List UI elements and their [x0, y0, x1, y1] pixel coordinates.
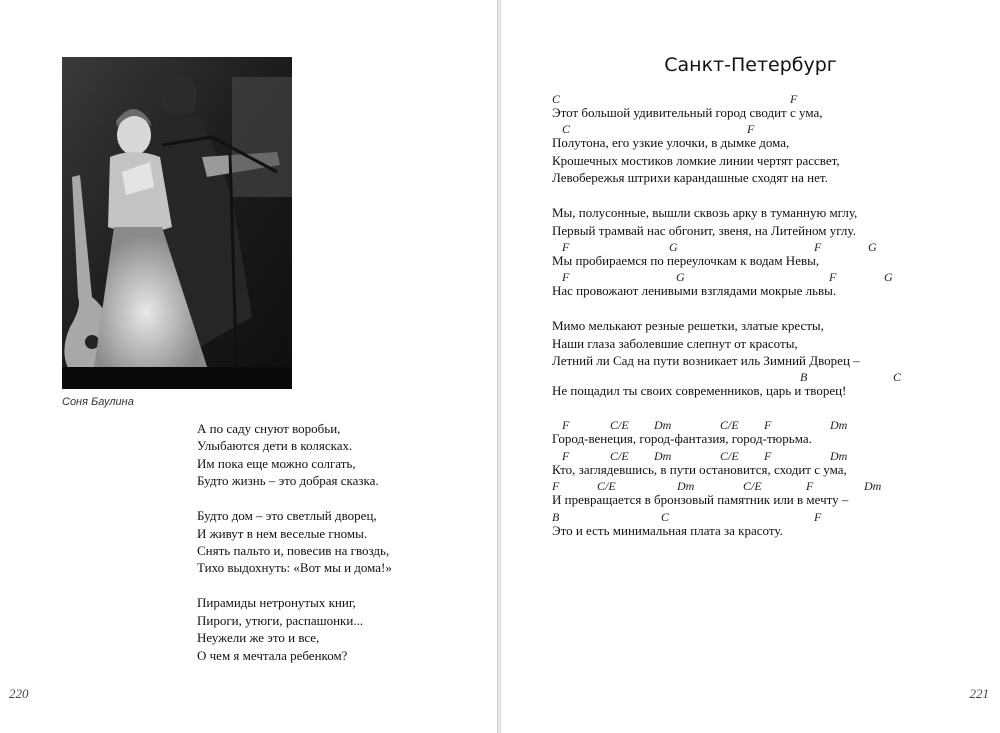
lyric-row	[552, 462, 972, 479]
lyric-row	[552, 170, 972, 187]
lyric-row	[552, 492, 972, 509]
poem-line: Неужели же это и все,	[197, 630, 320, 646]
chord-label: F	[814, 509, 822, 524]
lyric-row	[552, 205, 972, 222]
lyric-line: Левобережья штрихи карандашные сходят на нет.	[552, 170, 828, 186]
chord-label: F	[829, 270, 837, 285]
chord-row	[552, 240, 972, 253]
concert-photo	[62, 57, 292, 389]
chord-label: C	[562, 122, 571, 137]
lyric-row	[552, 253, 972, 270]
stanza-gap	[552, 188, 972, 206]
right-page	[501, 0, 1000, 733]
lyric-line: Мы пробираемся по переулочкам к водам Невы,	[552, 252, 820, 268]
page-number-left: 220	[9, 686, 29, 701]
chord-label: F	[806, 479, 814, 494]
chord-label: Dm	[864, 479, 882, 494]
poem-line: А по саду снуют воробьи,	[197, 421, 341, 436]
lyric-row	[552, 105, 972, 122]
page-number-right: 221	[969, 686, 989, 701]
poem-line: Пироги, утюги, распашонки...	[197, 612, 364, 628]
lyric-row	[552, 223, 972, 240]
chord-label: C/E	[597, 479, 616, 494]
chord-label: F	[747, 122, 755, 137]
lyric-line: Летний ли Сад на пути возникает иль Зимний Дворец –	[552, 353, 860, 369]
lyric-row	[552, 336, 972, 353]
lyric-line: Крошечных мостиков ломкие линии чертят рассвет,	[552, 152, 840, 168]
poem-line: И живут в нем веселые гномы.	[197, 525, 368, 541]
song-lyrics-with-chords	[552, 92, 972, 540]
lyric-row	[552, 353, 972, 370]
chord-label: G	[868, 239, 877, 254]
chord-label: Dm	[654, 418, 672, 433]
lyric-row	[552, 523, 972, 540]
lyric-line: И превращается в бронзовый памятник или в мечту –	[552, 492, 849, 508]
chord-label: C/E	[720, 418, 739, 433]
chord-label: G	[884, 270, 893, 285]
chord-label: G	[669, 239, 678, 254]
concert-photo-image	[62, 57, 292, 389]
chord-row	[552, 92, 972, 105]
poem-line: Снять пальто и, повесив на гвоздь,	[197, 543, 390, 559]
lyric-line: Не пощадил ты своих современников, царь и творец!	[552, 383, 847, 399]
chord-label: B	[800, 370, 808, 385]
lyric-line: Наши глаза заболевшие слепнут от красоты,	[552, 335, 798, 351]
chord-label: F	[764, 418, 772, 433]
poem-line: Пирамиды нетронутых книг,	[197, 595, 356, 611]
poem-line: Им пока еще можно солгать,	[197, 455, 356, 471]
chord-label: F	[562, 448, 570, 463]
poem-line: Улыбаются дети в колясках.	[197, 438, 353, 454]
lyric-row	[552, 135, 972, 152]
poem-line: О чем я мечтала ребенком?	[197, 647, 348, 663]
lyric-line: Это и есть минимальная плата за красоту.	[552, 522, 783, 538]
lyric-row	[552, 318, 972, 335]
chord-label: F	[552, 479, 560, 494]
chord-label: F	[562, 418, 570, 433]
chord-label: Dm	[830, 448, 848, 463]
chord-label: F	[764, 448, 772, 463]
chord-label: C/E	[720, 448, 739, 463]
stanza-gap	[552, 301, 972, 319]
chord-label: C/E	[743, 479, 762, 494]
chord-label: C/E	[610, 448, 629, 463]
poem-line: Будто дом – это светлый дворец,	[197, 508, 377, 524]
lyric-line: Полутона, его узкие улочки, в дымке дома,	[552, 135, 790, 151]
stanza-gap	[197, 490, 487, 508]
photo-caption: Соня Баулина	[62, 396, 134, 408]
chord-label: C	[552, 92, 561, 106]
lyric-row	[552, 153, 972, 170]
song-title: Санкт-Петербург	[664, 54, 837, 76]
chord-label: C/E	[610, 418, 629, 433]
chord-row	[552, 510, 972, 523]
lyric-row	[552, 383, 972, 400]
chord-label: B	[552, 509, 560, 524]
lyric-line: Город-венеция, город-фантазия, город-тюрьма.	[552, 431, 812, 447]
lyric-line: Нас провожают ленивыми взглядами мокрые львы.	[552, 283, 837, 299]
chord-label: F	[562, 239, 570, 254]
chord-label: Dm	[654, 448, 672, 463]
lyric-line: Этот большой удивительный город сводит с ума,	[552, 105, 823, 120]
chord-label: F	[790, 92, 798, 106]
lyric-line: Первый трамвай нас обгонит, звеня, на Литейном углу.	[552, 222, 856, 238]
stanza-gap	[197, 577, 487, 595]
left-page	[0, 0, 497, 733]
poem-line: Тихо выдохнуть: «Вот мы и дома!»	[197, 560, 392, 576]
chord-row	[552, 370, 972, 383]
lyric-line: Мимо мелькают резные решетки, златые кресты,	[552, 318, 824, 334]
chord-label: Dm	[830, 418, 848, 433]
chord-label: F	[814, 239, 822, 254]
lyric-line: Мы, полусонные, вышли сквозь арку в туманную мглу,	[552, 205, 858, 221]
chord-label: C	[661, 509, 670, 524]
chord-row	[552, 479, 972, 492]
poem-line: Будто жизнь – это добрая сказка.	[197, 473, 379, 489]
chord-row	[552, 418, 972, 431]
stanza-gap	[552, 401, 972, 419]
chord-label: F	[562, 270, 570, 285]
poem-text	[197, 420, 487, 664]
chord-row	[552, 449, 972, 462]
lyric-row	[552, 431, 972, 448]
chord-row	[552, 122, 972, 135]
lyric-row	[552, 283, 972, 300]
lyric-line: Кто, заглядевшись, в пути остановится, сходит с ума,	[552, 461, 847, 477]
chord-label: G	[676, 270, 685, 285]
chord-label: C	[893, 370, 902, 385]
chord-row	[552, 270, 972, 283]
chord-label: Dm	[677, 479, 695, 494]
